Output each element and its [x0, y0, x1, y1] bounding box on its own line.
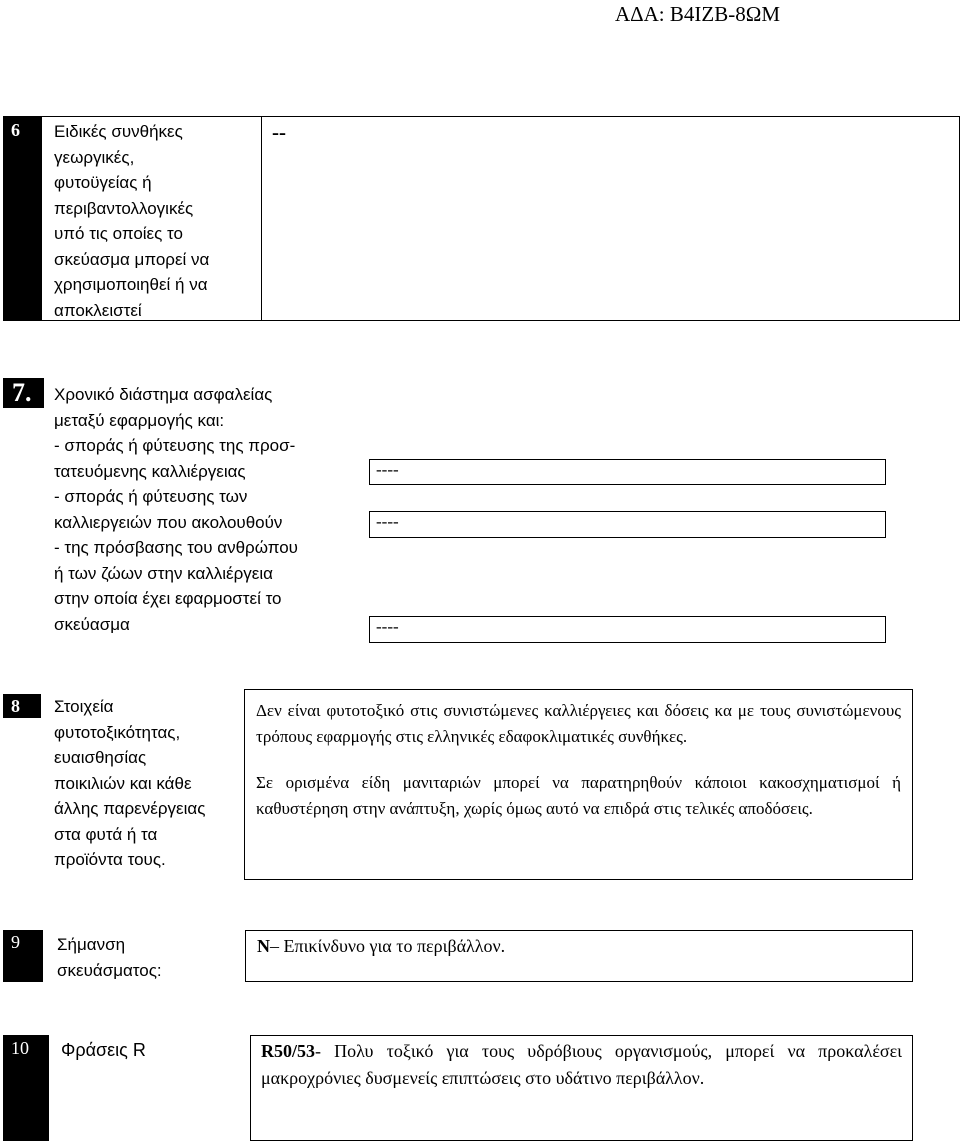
label-line: Ειδικές συνθήκες	[54, 122, 183, 141]
hazard-description: – Επικίνδυνο για το περιβάλλον.	[270, 936, 506, 956]
label-line: υπό τις οποίες το	[54, 224, 183, 243]
label-line: ποικιλιών και κάθε	[54, 773, 192, 793]
section-8-value-box	[244, 689, 913, 880]
label-line: γεωργικές,	[54, 147, 135, 167]
section-6-value: --	[272, 120, 286, 144]
risk-phrase-text: - Πολυ τοξικό για τους υδρόβιους οργανισμούς, μπορεί να προκαλέσει μακροχρόνιες δυσμενείς επιπτώσεις στο υδάτινο περιβάλλον.	[261, 1041, 902, 1088]
section-9-number: 9	[3, 930, 43, 982]
section-8-label	[54, 694, 244, 873]
label-line: - της πρόσβασης του ανθρώπου	[54, 538, 298, 557]
section-7-value-2: ----	[369, 511, 886, 538]
section-7-label	[54, 382, 354, 637]
label-line: - σποράς ή φύτευσης των	[54, 487, 248, 506]
label-line: μεταξύ εφαρμογής και:	[54, 410, 225, 430]
label-line: σκεύασμα μπορεί να	[54, 249, 210, 269]
label-line: αποκλειστεί	[54, 300, 142, 320]
label-line: στα φυτά ή τα	[54, 824, 158, 844]
label-line: καλλιεργειών που ακολουθούν	[54, 512, 283, 532]
section-10-label: Φράσεις R	[61, 1040, 146, 1060]
label-line: άλλης παρενέργειας	[54, 799, 206, 818]
section-10-number: 10	[3, 1035, 49, 1141]
section-8-paragraph-1: Δεν είναι φυτοτοξικό στις συνιστώμενες καλλιέργειες και δόσεις κα με τους συνιστώμενους τρόπους εφαρμογής στις ελληνικές εδαφοκλιματικές συνθήκες.	[256, 701, 901, 746]
label-line: φυτοτοξικότητας,	[54, 722, 181, 742]
label-line: χρησιμοποιηθεί ή να	[54, 275, 208, 294]
section-7-value-1: ----	[369, 459, 886, 485]
label-line: Σήμανση	[57, 935, 126, 954]
section-9-value-box	[245, 930, 913, 982]
section-6-value-cell	[261, 116, 960, 321]
label-line: ή των ζώων στην καλλιέργεια	[54, 563, 273, 583]
label-line: φυτοϋγείας ή	[54, 173, 152, 192]
label-line: Στοιχεία	[54, 697, 114, 716]
label-line: περιβαντολλογικές	[54, 198, 194, 218]
hazard-symbol-code: Ν	[257, 936, 270, 956]
section-6-number: 6	[3, 116, 41, 321]
label-line: σκευάσματος:	[57, 960, 162, 980]
section-7-number: 7.	[3, 378, 44, 408]
label-line: στην οποία έχει εφαρμοστεί το	[54, 589, 282, 608]
section-6-label	[54, 119, 259, 323]
label-line: σκεύασμα	[54, 614, 130, 634]
label-line: Χρονικό διάστημα ασφαλείας	[54, 385, 273, 404]
ada-header: ΑΔΑ: Β4ΙΖΒ-8ΩΜ	[614, 2, 780, 26]
section-8-number: 8	[3, 694, 41, 718]
section-7-value-3: ----	[369, 616, 886, 643]
label-line: - σποράς ή φύτευσης της προσ-	[54, 436, 296, 455]
label-line: προϊόντα τους.	[54, 850, 166, 869]
risk-phrase-code: R50/53	[261, 1041, 315, 1061]
section-10-value-box	[250, 1035, 913, 1141]
section-8-paragraph-2: Σε ορισμένα είδη μανιταριών μπορεί να παρατηρηθούν κάποιοι κακοσχηματισμοί ή καθυστέρηση στην ανάπτυξη, χωρίς όμως αυτό να επιδρά στις τελικές αποδόσεις.	[256, 773, 901, 818]
label-line: ευαισθησίας	[54, 748, 147, 767]
label-line: τατευόμενης καλλιέργειας	[54, 461, 246, 481]
section-9-label	[57, 932, 237, 983]
